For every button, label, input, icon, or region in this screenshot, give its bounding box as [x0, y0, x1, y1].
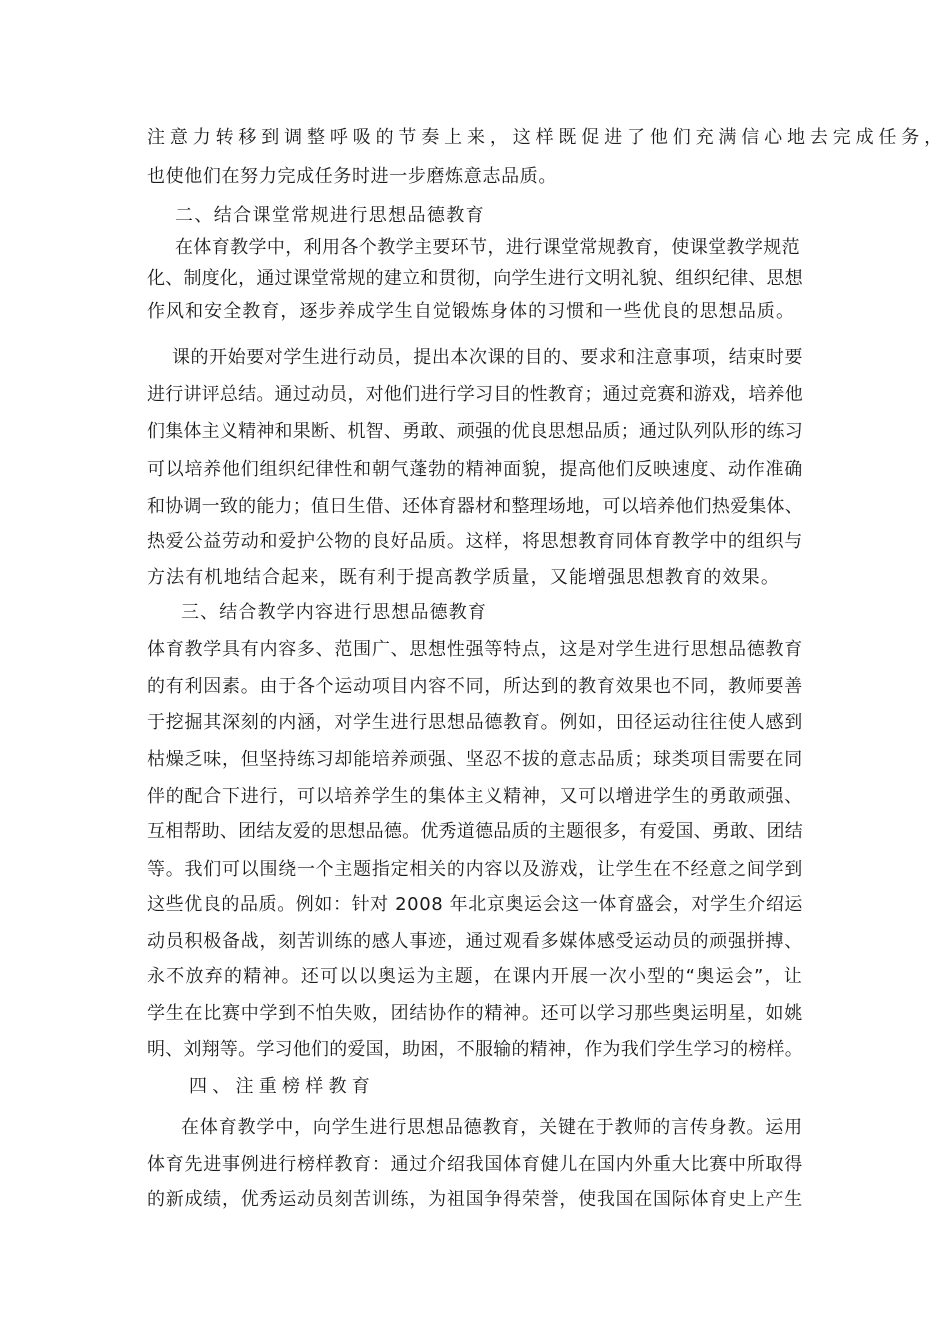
paragraph-line: 体育先进事例进行榜样教育：通过介绍我国体育健儿在国内外重大比赛中所取得: [147, 1154, 804, 1175]
paragraph-line: 枯燥乏味，但坚持练习却能培养顽强、坚忍不拔的意志品质；球类项目需要在同: [147, 749, 804, 770]
paragraph-line: 的新成绩，优秀运动员刻苦训练，为祖国争得荣誉，使我国在国际体育史上产生: [147, 1189, 804, 1210]
paragraph-line: 互相帮助、团结友爱的思想品德。优秀道德品质的主题很多，有爱国、勇敢、团结: [147, 821, 803, 842]
section-heading: 三、结合教学内容进行思想品德教育: [181, 602, 487, 623]
paragraph-line: 永不放弃的精神。还可以以奥运为主题，在课内开展一次小型的“奥运会”，让: [147, 966, 803, 987]
paragraph-line: 方法有机地结合起来，既有利于提高教学质量，又能增强思想教育的效果。: [147, 567, 781, 588]
section-heading: 二、结合课堂常规进行思想品德教育: [175, 205, 485, 226]
paragraph-line: 伴的配合下进行，可以培养学生的集体主义精神，又可以增进学生的勇敢顽强、: [147, 786, 804, 807]
paragraph-line: 的有利因素。由于各个运动项目内容不同，所达到的教育效果也不同，教师要善: [147, 676, 804, 697]
paragraph-line: 注意力转移到调整呼吸的节奏上来，这样既促进了他们充满信心地去完成任务，: [147, 127, 947, 148]
paragraph-line: 可以培养他们组织纪律性和朝气蓬勃的精神面貌，提高他们反映速度、动作准确: [147, 459, 804, 480]
paragraph-line: 明、刘翔等。学习他们的爱国，助困，不服输的精神，作为我们学生学习的榜样。: [147, 1039, 803, 1060]
paragraph-line: 课的开始要对学生进行动员，提出本次课的目的、要求和注意事项，结束时要: [172, 347, 804, 368]
paragraph-line: 体育教学具有内容多、范围广、思想性强等特点，这是对学生进行思想品德教育: [147, 639, 804, 660]
paragraph-line: 这些优良的品质。例如：针对 2008 年北京奥运会这一体育盛会，对学生介绍运: [147, 894, 804, 915]
paragraph-line: 作风和安全教育，逐步养成学生自觉锻炼身体的习惯和一些优良的思想品质。: [147, 301, 796, 322]
paragraph-line: 在体育教学中，利用各个教学主要环节，进行课堂常规教育，使课堂教学规范: [175, 237, 800, 258]
paragraph-line: 进行讲评总结。通过动员，对他们进行学习目的性教育；通过竞赛和游戏，培养他: [147, 384, 803, 405]
paragraph-line: 也使他们在努力完成任务时进一步磨炼意志品质。: [147, 166, 557, 187]
paragraph-line: 们集体主义精神和果断、机智、勇敢、顽强的优良思想品质；通过队列队形的练习: [147, 421, 803, 442]
paragraph-line: 等。我们可以围绕一个主题指定相关的内容以及游戏，让学生在不经意之间学到: [147, 859, 804, 880]
paragraph-line: 和协调一致的能力；值日生借、还体育器材和整理场地，可以培养他们热爱集体、: [147, 496, 803, 517]
paragraph-line: 化、制度化，通过课堂常规的建立和贯彻，向学生进行文明礼貌、组织纪律、思想: [147, 268, 803, 289]
section-heading: 四、注重榜样教育: [189, 1076, 375, 1097]
paragraph-line: 热爱公益劳动和爱护公物的良好品质。这样，将思想教育同体育教学中的组织与: [147, 531, 804, 552]
paragraph-line: 在体育教学中，向学生进行思想品德教育，关键在于教师的言传身教。运用: [181, 1117, 803, 1138]
paragraph-line: 学生在比赛中学到不怕失败，团结协作的精神。还可以学习那些奥运明星，如姚: [147, 1003, 804, 1024]
paragraph-line: 动员积极备战，刻苦训练的感人事迹，通过观看多媒体感受运动员的顽强拼搏、: [147, 931, 804, 952]
paragraph-line: 于挖掘其深刻的内涵，对学生进行思想品德教育。例如，田径运动往往使人感到: [147, 712, 804, 733]
